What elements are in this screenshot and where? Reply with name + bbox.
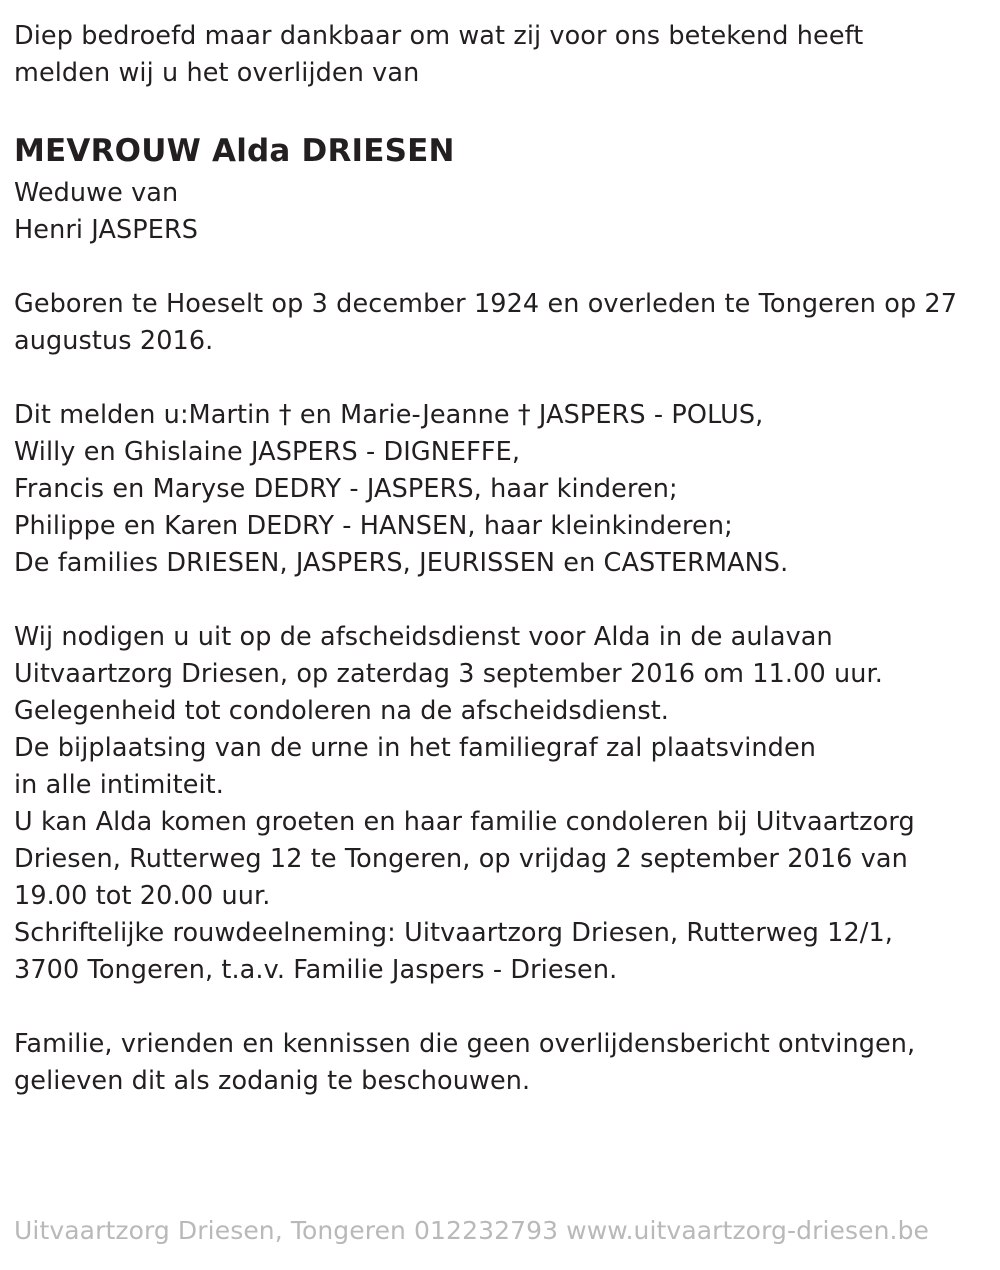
spacer-after-service bbox=[14, 989, 986, 1026]
spacer-after-announcers bbox=[14, 582, 986, 619]
birth-death-paragraph bbox=[14, 286, 986, 360]
service-line-7: Driesen, Rutterweg 12 te Tongeren, op vrijdag 2 september 2016 van bbox=[14, 844, 908, 874]
notice-paragraph bbox=[14, 1026, 986, 1100]
announcers-paragraph bbox=[14, 397, 986, 582]
birth-death-line-2: augustus 2016. bbox=[14, 326, 214, 356]
notice-line-2: gelieven dit als zodanig te beschouwen. bbox=[14, 1066, 531, 1096]
service-line-4: De bijplaatsing van de urne in het familiegraf zal plaatsvinden bbox=[14, 733, 817, 763]
announcers-line-3: Francis en Maryse DEDRY - JASPERS, haar kinderen; bbox=[14, 474, 678, 504]
intro-line-1: Diep bedroefd maar dankbaar om wat zij voor ons betekend heeft bbox=[14, 21, 864, 51]
announcers-line-4: Philippe en Karen DEDRY - HANSEN, haar kleinkinderen; bbox=[14, 511, 733, 541]
spouse-name: Henri JASPERS bbox=[14, 215, 199, 245]
spouse-block bbox=[14, 175, 986, 249]
birth-death-line-1: Geboren te Hoeselt op 3 december 1924 en overleden te Tongeren op 27 bbox=[14, 289, 958, 319]
spacer-after-spouse bbox=[14, 249, 986, 286]
announcers-line-1: Dit melden u:Martin † en Marie-Jeanne † JASPERS - POLUS, bbox=[14, 400, 764, 430]
footer-contact: Uitvaartzorg Driesen, Tongeren 012232793 www.uitvaartzorg-driesen.be bbox=[14, 1216, 930, 1245]
service-line-8: 19.00 tot 20.00 uur. bbox=[14, 881, 271, 911]
notice-line-1: Familie, vrienden en kennissen die geen overlijdensbericht ontvingen, bbox=[14, 1029, 916, 1059]
service-line-5: in alle intimiteit. bbox=[14, 770, 224, 800]
spacer-after-intro bbox=[14, 92, 986, 129]
deceased-name: MEVROUW Alda DRIESEN bbox=[14, 133, 455, 169]
announcers-line-2: Willy en Ghislaine JASPERS - DIGNEFFE, bbox=[14, 437, 521, 467]
service-line-6: U kan Alda komen groeten en haar familie condoleren bij Uitvaartzorg bbox=[14, 807, 915, 837]
spacer-after-birth-death bbox=[14, 360, 986, 397]
service-line-10: 3700 Tongeren, t.a.v. Familie Jaspers - Driesen. bbox=[14, 955, 618, 985]
intro-paragraph bbox=[14, 18, 986, 92]
announcers-line-5: De families DRIESEN, JASPERS, JEURISSEN en CASTERMANS. bbox=[14, 548, 789, 578]
service-paragraph bbox=[14, 619, 986, 989]
intro-line-2: melden wij u het overlijden van bbox=[14, 58, 420, 88]
service-line-9: Schriftelijke rouwdeelneming: Uitvaartzorg Driesen, Rutterweg 12/1, bbox=[14, 918, 894, 948]
relation-label: Weduwe van bbox=[14, 178, 179, 208]
service-line-2: Uitvaartzorg Driesen, op zaterdag 3 september 2016 om 11.00 uur. bbox=[14, 659, 883, 689]
service-line-3: Gelegenheid tot condoleren na de afscheidsdienst. bbox=[14, 696, 670, 726]
service-line-1: Wij nodigen u uit op de afscheidsdienst voor Alda in de aulavan bbox=[14, 622, 833, 652]
